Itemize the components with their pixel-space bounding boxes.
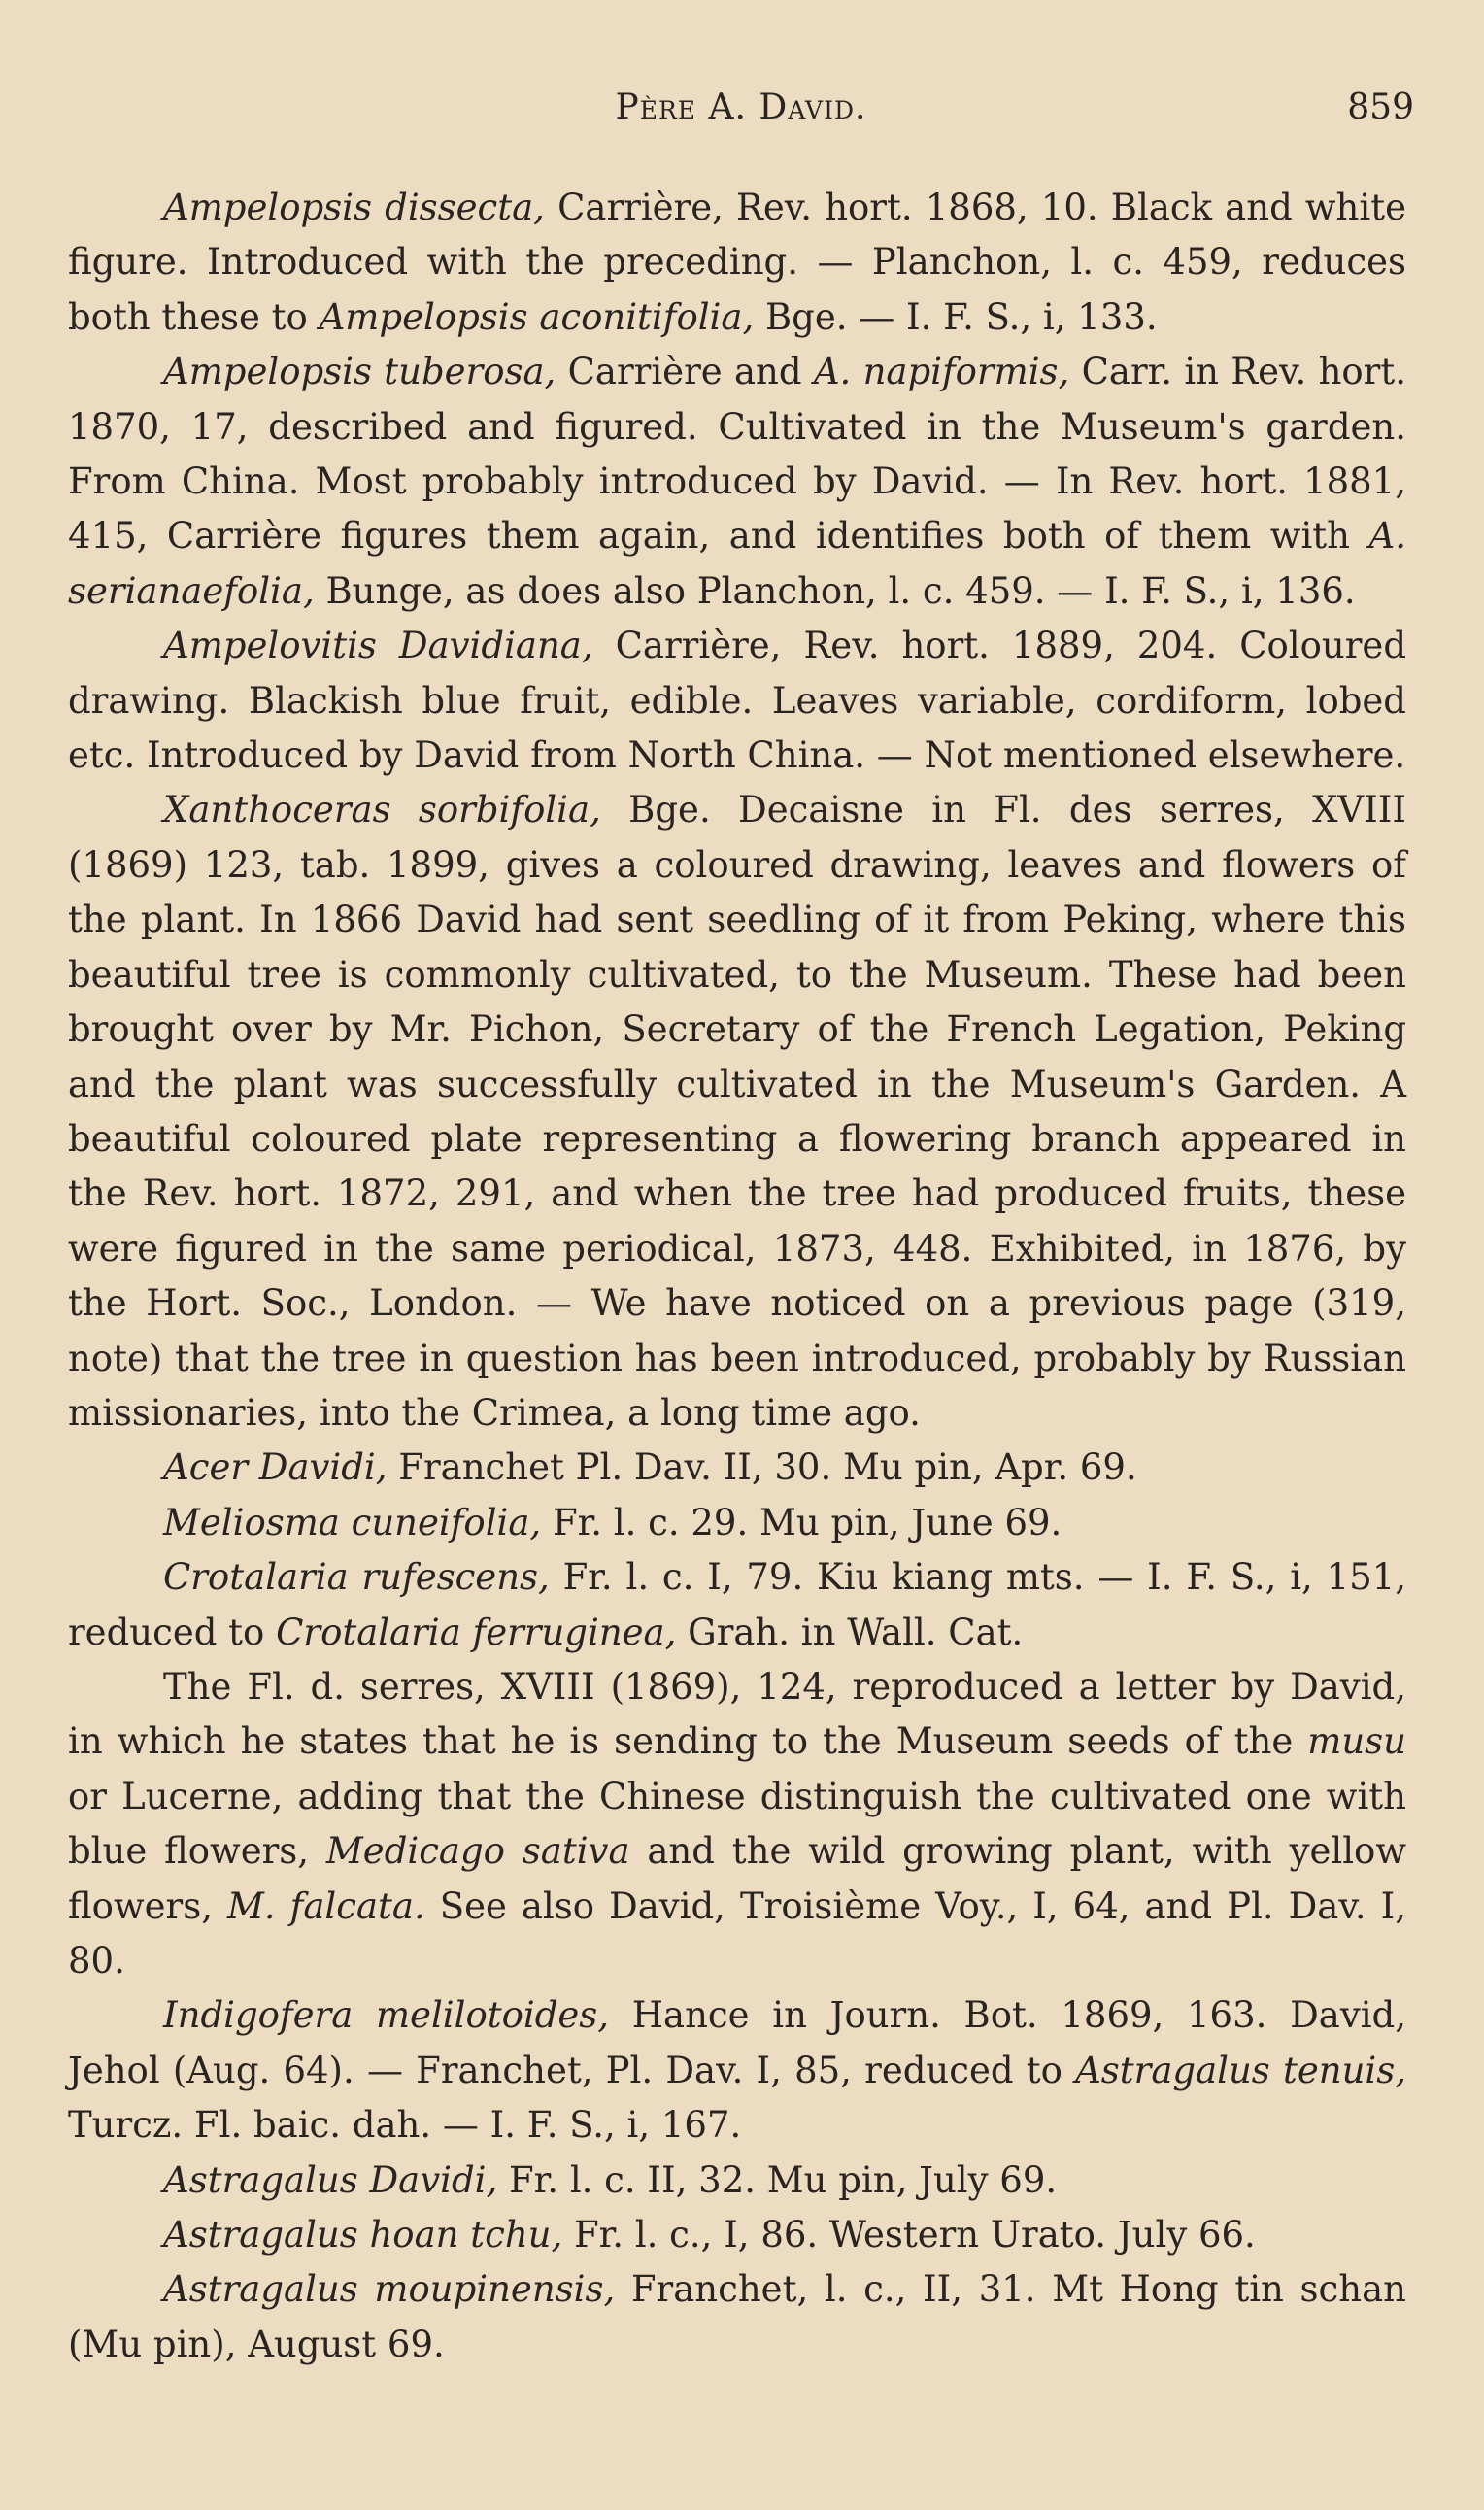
entry-text: and the wild growing plant, with yellow flowers, <box>68 1830 1406 1927</box>
entry-acer-davidi <box>68 1441 1406 1495</box>
entry-crotalaria-rufescens <box>68 1550 1406 1660</box>
entry-text: Carrière, Rev. hort. 1889, 204. Coloured drawing. Blackish blue fruit, edible. Leaves variable, cordiform, lobed etc. Introduced by David from North China. — Not mentioned elsewhere. <box>68 625 1407 777</box>
entry-text: The Fl. d. serres, XVIII (1869), 124, reproduced a letter by David, in which he states that he is sending to the Museum seeds of the <box>68 1665 1406 1763</box>
entry-astragalus-hoan-tchu <box>68 2208 1406 2262</box>
entry-text: Franchet Pl. Dav. II, 30. Mu pin, Apr. 69. <box>387 1446 1137 1489</box>
species-name: Crotalaria ferruginea, <box>276 1611 677 1653</box>
species-name: A. napiformis, <box>813 351 1070 393</box>
entry-text: Fr. l. c. 29. Mu pin, June 69. <box>541 1501 1062 1543</box>
species-name: Meliosma cuneifolia, <box>163 1501 542 1543</box>
species-name: Ampelovitis Davidiana, <box>163 625 593 667</box>
entry-astragalus-davidi <box>68 2154 1406 2208</box>
entry-text: or Lucerne, adding that the Chinese distinguish the cultivated one with blue flowers, <box>68 1775 1406 1873</box>
entry-text: Bge. Decaisne in Fl. des serres, XVIII (1869) 123, tab. 1899, gives a coloured drawing, leaves and flowers of the plant. In 1866 David had sent seedling of it from Peking, where this beautiful tree is commonly cultivated, to the Museum. These had been brought over by Mr. Pichon, Secretary of the French Legation, Peking and the plant was successfully cultivated in the Museum's Garden. A beautiful coloured plate representing a flowering branch appeared in the Rev. hort. 1872, 291, and when the tree had produced fruits, these were figured in the same periodical, 1873, 448. Exhibited, in 1876, by the Hort. Soc., London. — We have noticed on a previous page (319, note) that the tree in question has been introduced, probably by Russian missionaries, into the Crimea, a long time ago. <box>68 789 1406 1434</box>
entry-ampelopsis-dissecta <box>68 181 1406 345</box>
page-header <box>68 87 1414 136</box>
entry-text: Grah. in Wall. Cat. <box>676 1611 1024 1653</box>
species-name: musu <box>1307 1720 1406 1763</box>
page-body <box>68 181 1406 2372</box>
running-title: Père A. David. <box>615 87 867 127</box>
entry-text: Turcz. Fl. baic. dah. — I. F. S., i, 167. <box>68 2104 742 2147</box>
species-name: Crotalaria rufescens, <box>163 1556 550 1599</box>
entry-text: Fr. l. c. I, 79. Kiu kiang mts. — I. F. S., i, 151, reduced to <box>68 1556 1407 1653</box>
entry-text: Carrière and <box>556 351 814 393</box>
entry-text: Carr. in Rev. hort. 1870, 17, described and figured. Cultivated in the Museum's garden. From China. Most probably introduced by David. — In Rev. hort. 1881, 415, Carrière figures them again, and identifies both of them with <box>68 351 1406 558</box>
species-name: Astragalus moupinensis, <box>163 2268 616 2311</box>
species-name: Acer Davidi, <box>163 1446 388 1489</box>
entry-text: Hance in Journ. Bot. 1869, 163. David, Jehol (Aug. 64). — Franchet, Pl. Dav. I, 85, reduced to <box>68 1994 1406 2091</box>
entry-meliosma-cuneifolia <box>68 1496 1406 1550</box>
entry-ampelovitis-davidiana <box>68 619 1406 783</box>
species-name: Ampelopsis aconitifolia, <box>319 295 755 338</box>
species-name: Ampelopsis dissecta, <box>163 187 545 228</box>
species-name: Medicago sativa <box>325 1830 630 1873</box>
entry-text: Fr. l. c., I, 86. Western Urato. July 66. <box>562 2214 1256 2256</box>
entry-text: Fr. l. c. II, 32. Mu pin, July 69. <box>497 2158 1058 2201</box>
entry-xanthoceras-sorbifolia <box>68 783 1406 1441</box>
species-name: M. falcata. <box>226 1884 425 1927</box>
species-name: Astragalus Davidi, <box>163 2158 498 2201</box>
entry-astragalus-moupinensis <box>68 2262 1406 2372</box>
species-name: A. serianaefolia, <box>68 515 1406 612</box>
species-name: Xanthoceras sorbifolia, <box>163 789 601 831</box>
species-name: Indigofera melilotoides, <box>163 1994 610 2037</box>
entry-text: Franchet, l. c., II, 31. Mt Hong tin schan (Mu pin), August 69. <box>68 2268 1406 2365</box>
entry-indigofera-melilotoides <box>68 1988 1406 2153</box>
species-name: Ampelopsis tuberosa, <box>163 351 556 393</box>
entry-ampelopsis-tuberosa <box>68 345 1406 619</box>
species-name: Astragalus tenuis, <box>1075 2049 1406 2091</box>
species-name: Astragalus hoan tchu, <box>163 2214 563 2256</box>
entry-text: See also David, Troisième Voy., I, 64, and Pl. Dav. I, 80. <box>68 1884 1406 1982</box>
entry-text: Bunge, as does also Planchon, l. c. 459. — I. F. S., i, 136. <box>314 569 1356 612</box>
page-number: 859 <box>1347 87 1414 127</box>
entry-text: Carrière, Rev. hort. 1868, 10. Black and white figure. Introduced with the preceding. — Planchon, l. c. 459, reduces both these to <box>68 187 1406 338</box>
entry-flore-des-serres-letter <box>68 1660 1406 1988</box>
entry-text: Bge. — I. F. S., i, 133. <box>754 295 1158 338</box>
